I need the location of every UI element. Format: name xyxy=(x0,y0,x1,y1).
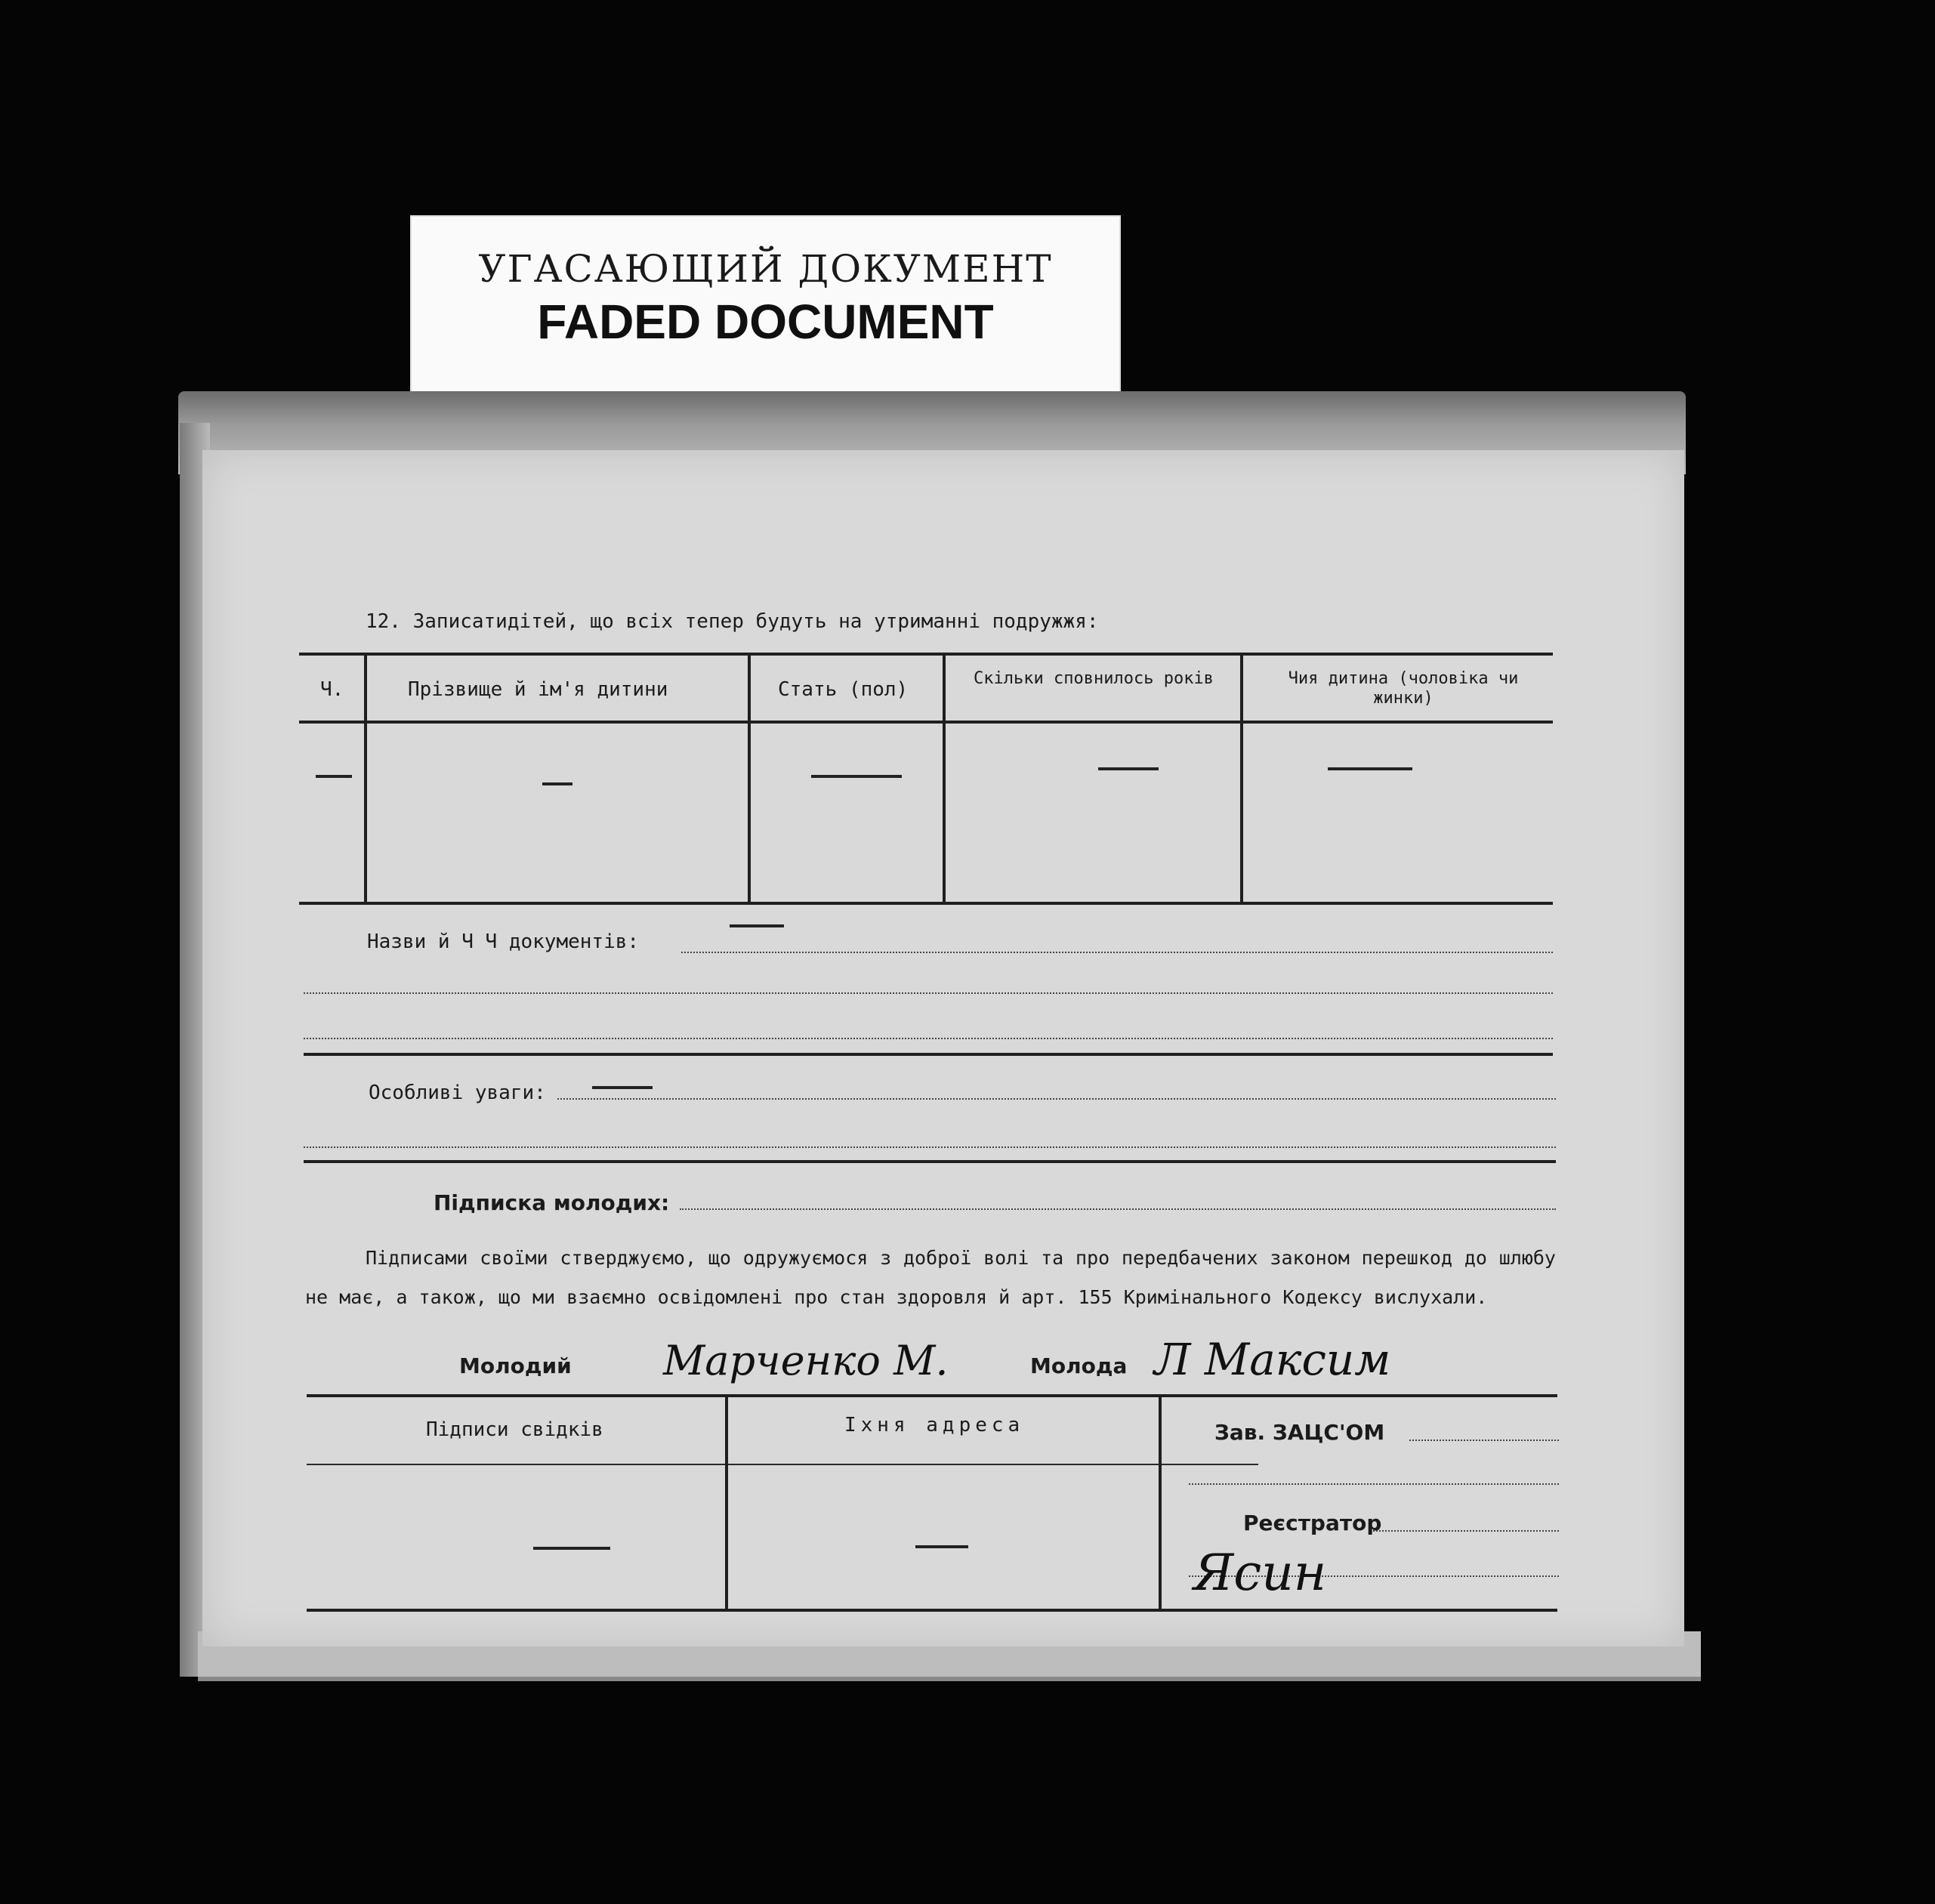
signature-heading-line xyxy=(680,1208,1556,1210)
documents-label: Назви й Ч Ч документів: xyxy=(367,930,640,953)
witness-block-top-rule xyxy=(307,1394,1557,1397)
witness-block-bottom-rule xyxy=(307,1609,1557,1612)
documents-line xyxy=(304,992,1553,994)
empty-entry-dash xyxy=(533,1547,610,1550)
column-header-sex: Стать (пол) xyxy=(778,678,909,701)
bride-signature: Л Максим xyxy=(1154,1334,1391,1385)
faded-document-banner xyxy=(410,215,1121,393)
column-header-child-name: Прізвище й ім'я дитини xyxy=(408,678,668,701)
remarks-label: Особливі уваги: xyxy=(369,1082,546,1104)
marriage-record-form xyxy=(202,450,1684,1646)
witness-column-divider xyxy=(1159,1394,1162,1610)
empty-entry-dash xyxy=(316,775,352,778)
bride-label: Молода xyxy=(1030,1353,1128,1378)
table-top-rule xyxy=(299,653,1553,656)
table-column-divider xyxy=(1240,653,1243,903)
section-rule xyxy=(304,1160,1556,1163)
empty-entry-dash xyxy=(1328,767,1412,770)
head-registry-line xyxy=(1189,1483,1559,1485)
head-registry-line xyxy=(1409,1440,1559,1441)
table-bottom-rule xyxy=(299,902,1553,905)
documents-line xyxy=(304,1038,1553,1039)
empty-entry-dash xyxy=(811,775,902,778)
remarks-line xyxy=(557,1098,1556,1100)
column-header-age: Скільки сповнилось років xyxy=(974,669,1214,688)
head-registry-label: Зав. ЗАЦС'ОМ xyxy=(1214,1420,1385,1445)
table-header-rule xyxy=(299,721,1553,724)
section-12-heading: 12. Записатидітей, що всіх тепер будуть на утриманні подружжя: xyxy=(366,610,1099,633)
column-header-number: Ч. xyxy=(320,678,344,701)
registrar-label: Реєстратор xyxy=(1243,1511,1382,1535)
empty-entry-dash xyxy=(915,1545,968,1548)
empty-entry-dash xyxy=(592,1086,653,1089)
groom-label: Молодий xyxy=(459,1353,572,1378)
groom-signature: Марченко М. xyxy=(663,1337,949,1384)
declaration-text: Підписами своїми стверджуємо, що одружуємося з доброї волі та про передбачених законом перешкод до шлюбу не має, а також, що ми взаємно освідомлені про стан здоровля й арт. 155 Кримінального Кодексу вислухали. xyxy=(305,1247,1556,1308)
witness-header-rule xyxy=(307,1464,1258,1465)
witnesses-label: Підписи свідків xyxy=(426,1418,603,1441)
column-header-whose-child: Чия дитина (чоловіка чи жинки) xyxy=(1288,669,1519,708)
banner-title-ru: УГАСАЮЩИЙ ДОКУМЕНТ xyxy=(478,247,1053,291)
witness-column-divider xyxy=(725,1394,728,1610)
banner-title-en: FADED DOCUMENT xyxy=(537,295,994,349)
documents-line xyxy=(681,952,1553,953)
registrar-line xyxy=(1373,1530,1559,1532)
remarks-line xyxy=(304,1146,1556,1148)
empty-entry-dash xyxy=(1098,767,1159,770)
section-rule xyxy=(304,1053,1553,1056)
signature-heading: Підписка молодих: xyxy=(434,1190,670,1215)
table-column-divider xyxy=(943,653,946,903)
address-label: Іхня адреса xyxy=(844,1414,1025,1436)
registrar-signature: Ясин xyxy=(1193,1544,1327,1602)
empty-entry-dash xyxy=(542,782,572,785)
empty-entry-dash xyxy=(730,924,784,927)
table-column-divider xyxy=(364,653,367,903)
table-column-divider xyxy=(748,653,751,903)
